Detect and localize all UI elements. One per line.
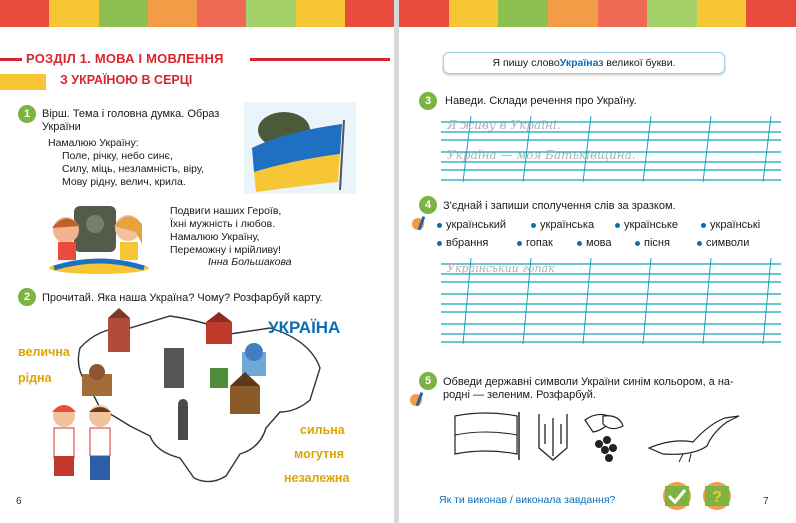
right-page bbox=[399, 0, 796, 523]
viburnum-outline[interactable] bbox=[579, 410, 627, 466]
flag-illustration bbox=[244, 102, 356, 194]
word-velychna[interactable]: велична bbox=[18, 345, 70, 359]
task2-text: Прочитай. Яка наша Україна? Чому? Розфарбуй карту. bbox=[42, 292, 323, 304]
subtitle-bar bbox=[0, 74, 46, 90]
word-mova[interactable]: мова bbox=[577, 237, 612, 249]
left-page bbox=[0, 0, 394, 523]
handwriting-line-2: Україна — моя Батьківщина. bbox=[447, 148, 636, 162]
page-number-left: 6 bbox=[16, 496, 22, 507]
pencil-icon-2 bbox=[409, 390, 423, 410]
color-stripe-left bbox=[0, 0, 394, 27]
task-number-5: 5 bbox=[419, 372, 437, 390]
task5-text-line1: Обведи державні символи України синім кольором, а на- bbox=[443, 376, 734, 388]
trident-outline[interactable] bbox=[535, 410, 571, 464]
page-number-right: 7 bbox=[763, 496, 769, 507]
word-ukrainske[interactable]: українське bbox=[615, 219, 678, 231]
word-hopak[interactable]: гопак bbox=[517, 237, 553, 249]
handwriting-task4: Український гопак bbox=[447, 262, 555, 275]
word-mohutnia[interactable]: могутня bbox=[294, 447, 344, 461]
word-sylna[interactable]: сильна bbox=[300, 423, 345, 437]
poem-author: Інна Большакова bbox=[208, 256, 292, 268]
kids-illustration bbox=[44, 188, 154, 276]
word-nezalezhna[interactable]: незалежна bbox=[284, 471, 350, 485]
word-pisnia[interactable]: пісня bbox=[635, 237, 670, 249]
task-number-1: 1 bbox=[18, 105, 36, 123]
svg-text:?: ? bbox=[712, 489, 722, 506]
word-ridna[interactable]: рідна bbox=[18, 371, 52, 385]
flag-outline[interactable] bbox=[453, 410, 523, 460]
rule-box: Я пишу слово Україна з великої букви. bbox=[443, 52, 725, 74]
question-mark-icon[interactable] bbox=[697, 480, 737, 512]
task-number-4: 4 bbox=[419, 196, 437, 214]
word-ukrainska[interactable]: українська bbox=[531, 219, 594, 231]
section-rule-right bbox=[250, 58, 390, 61]
map-title: УКРАЇНА bbox=[268, 318, 341, 337]
word-ukrainski[interactable]: українські bbox=[701, 219, 760, 231]
section-rule bbox=[0, 58, 22, 61]
word-vbrannia[interactable]: вбрання bbox=[437, 237, 488, 249]
pencil-icon bbox=[411, 214, 425, 234]
subtitle: З УКРАЇНОЮ В СЕРЦІ bbox=[60, 73, 193, 87]
self-check-question: Як ти виконав / виконала завдання? bbox=[439, 494, 616, 506]
folk-kids-illustration bbox=[42, 398, 122, 488]
section-title: РОЗДІЛ 1. МОВА І МОВЛЕННЯ bbox=[26, 51, 224, 66]
word-symvoly[interactable]: символи bbox=[697, 237, 749, 249]
check-mark-icon[interactable] bbox=[657, 480, 697, 512]
stork-outline[interactable] bbox=[643, 414, 743, 464]
poem-part-1: Намалюю Україну: Поле, річку, небо синє, Силу, міць, незламність, віру, Мову рідну, велич, крила. bbox=[48, 137, 205, 188]
task-number-3: 3 bbox=[419, 92, 437, 110]
handwriting-line-1: Я живу в Україні. bbox=[447, 118, 561, 132]
task4-text: З'єднай і запиши сполучення слів за зразком. bbox=[443, 200, 676, 212]
task1-text: Вірш. Тема і головна думка. Образ України bbox=[42, 108, 220, 133]
task5-text-line2: родні — зеленим. Розфарбуй. bbox=[443, 389, 596, 401]
color-stripe-right bbox=[399, 0, 796, 27]
poem-part-2: Подвиги наших Героїв, Їхні мужність і любов. Намалюю Україну, Переможну і мрійливу! bbox=[170, 205, 282, 256]
task3-text: Наведи. Склади речення про Україну. bbox=[445, 95, 637, 107]
word-ukrainskyi[interactable]: український bbox=[437, 219, 506, 231]
task-number-2: 2 bbox=[18, 288, 36, 306]
